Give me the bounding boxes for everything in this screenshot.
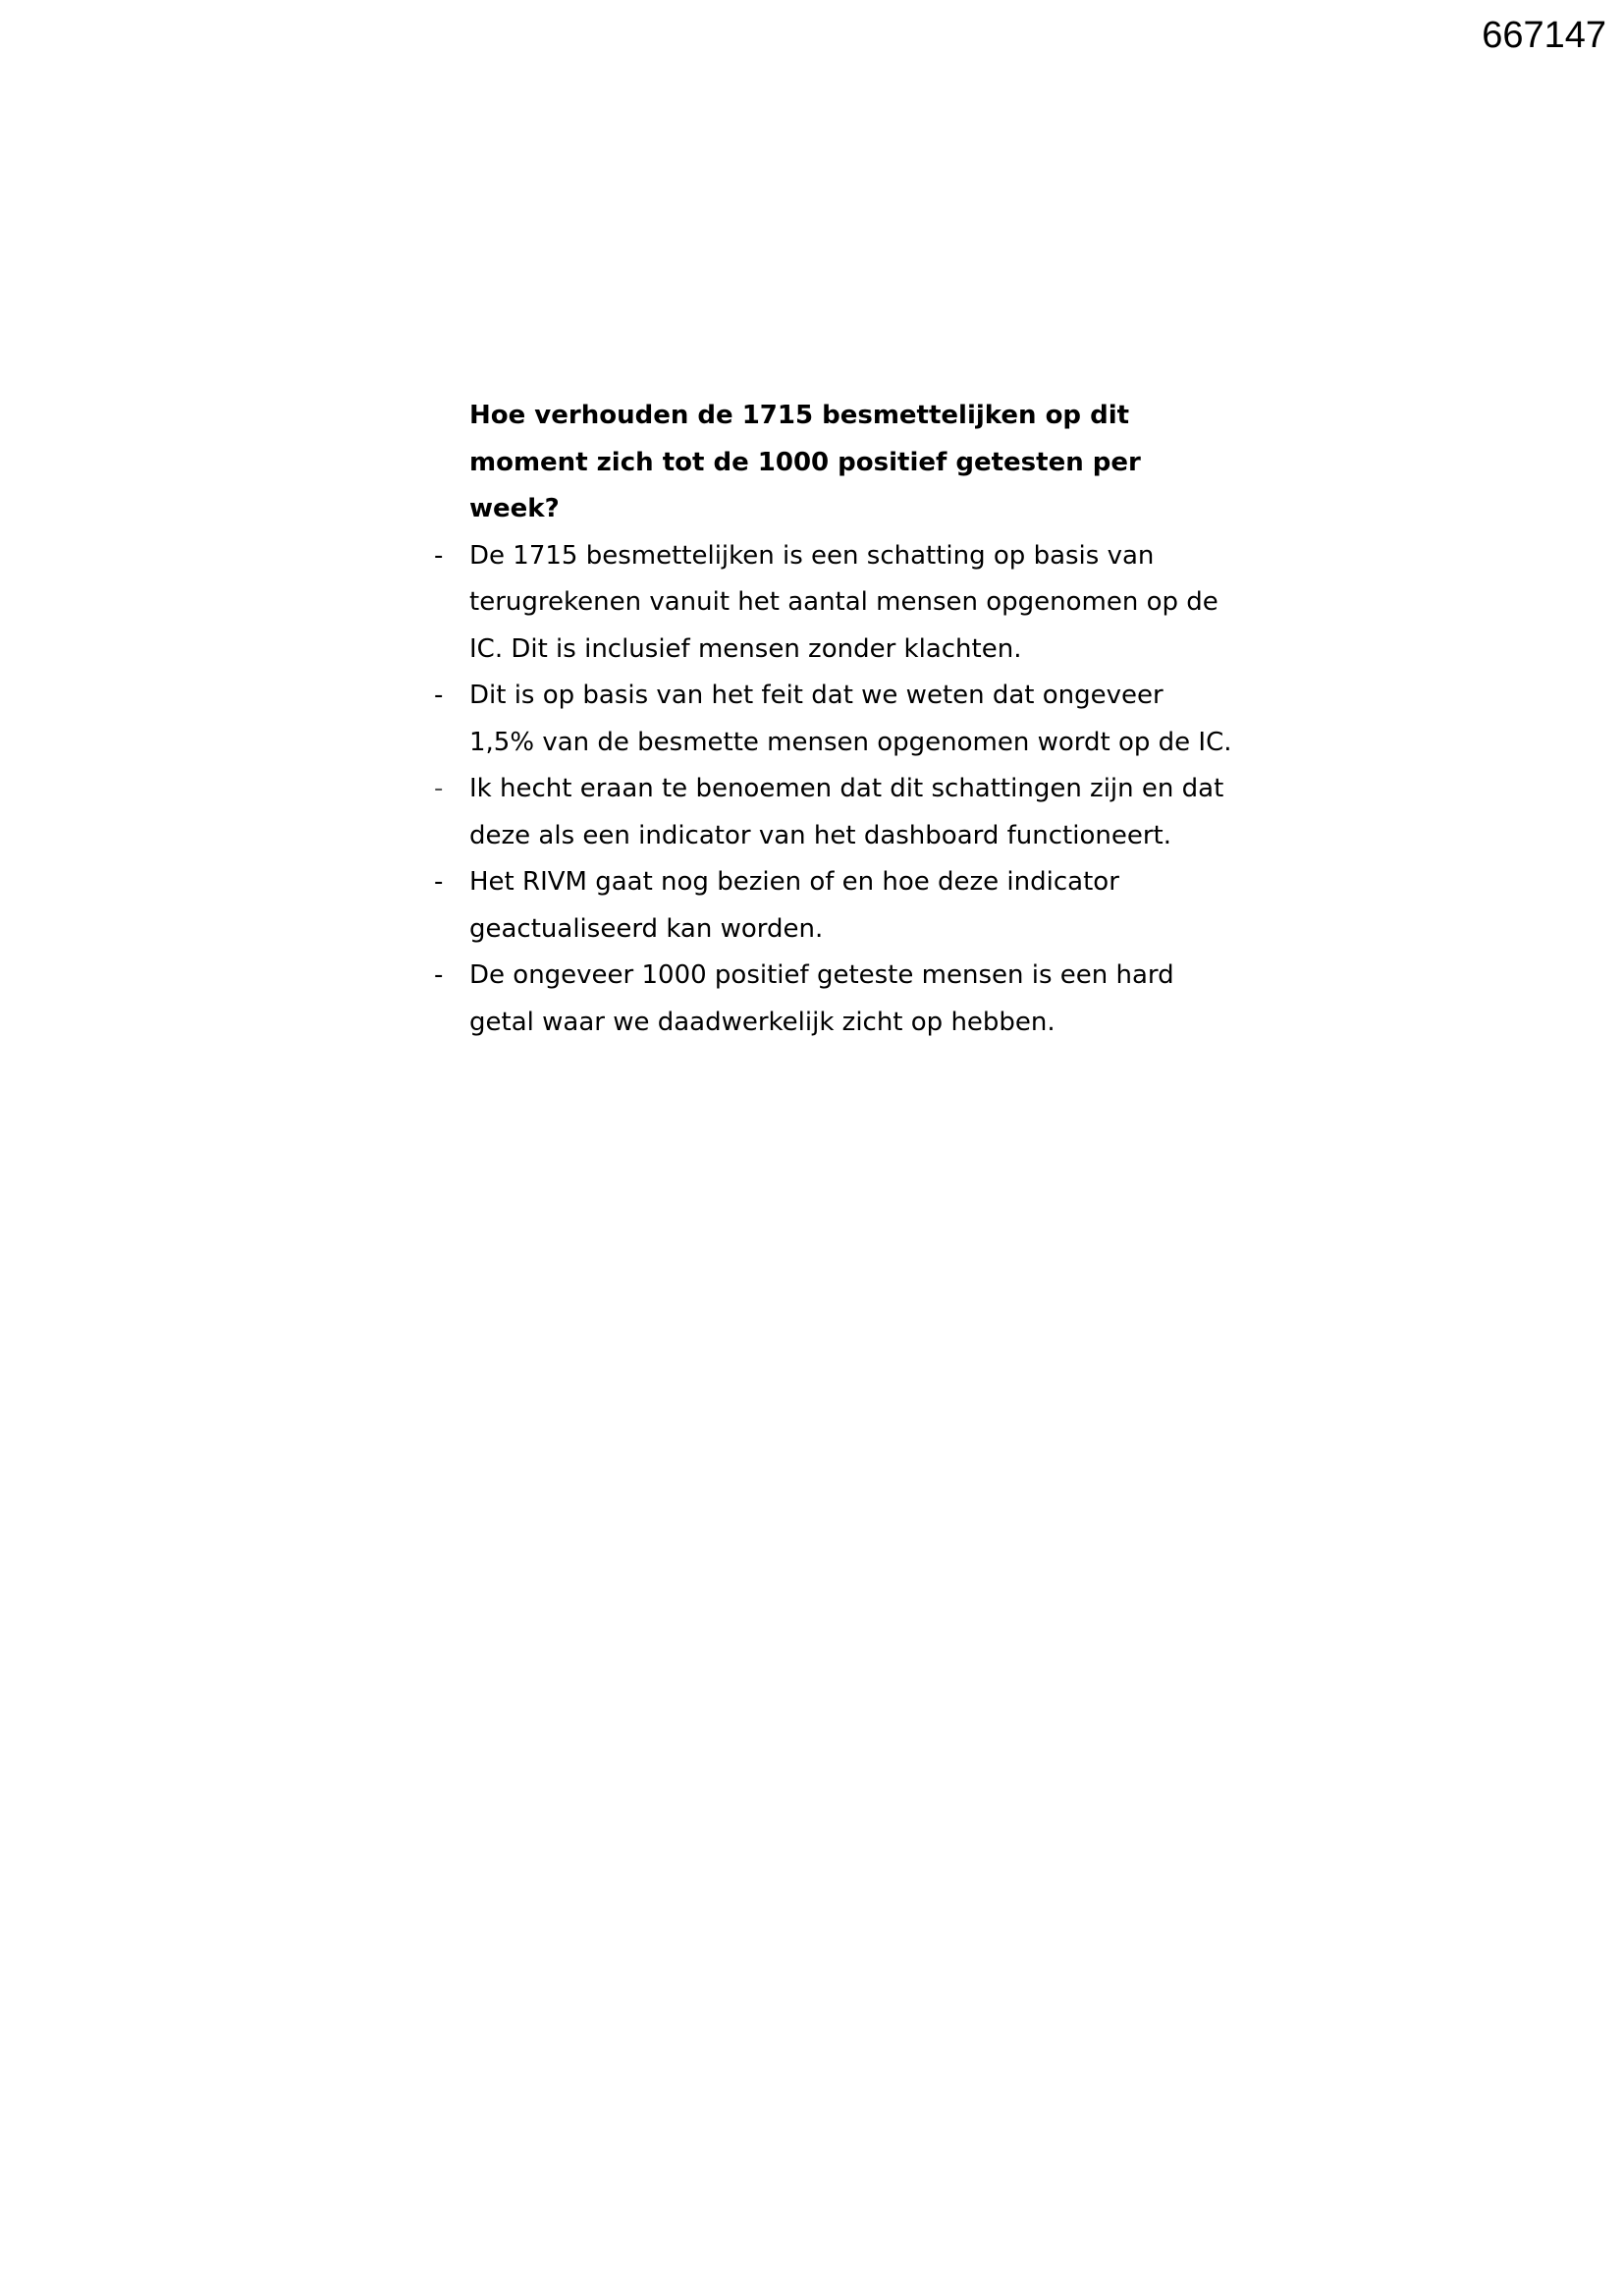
bullet-dash: - [434, 867, 444, 897]
list-item-text: Dit is op basis van het feit dat we weten dat ongeveer 1,5% van de besmette mensen opgenomen wordt op de IC. [469, 681, 1232, 757]
document-number: 667147 [1482, 15, 1606, 56]
document-body [430, 393, 1235, 1046]
bullet-dash: - [434, 774, 444, 803]
answer-list [430, 533, 1235, 1047]
list-item-text: Ik hecht eraan te benoemen dat dit schattingen zijn en dat deze als een indicator van het dashboard functioneert. [469, 774, 1224, 850]
list-item [430, 533, 1235, 674]
list-item [430, 859, 1235, 953]
question-heading: Hoe verhouden de 1715 besmettelijken op dit moment zich tot de 1000 positief getesten per week? [469, 401, 1141, 523]
bullet-dash: - [434, 540, 444, 571]
bullet-dash: - [434, 960, 444, 990]
list-item-text: De 1715 besmettelijken is een schatting op basis van terugrekenen vanuit het aantal mensen opgenomen op de IC. Dit is inclusief mensen zonder klachten. [469, 540, 1218, 664]
list-item [430, 766, 1235, 859]
list-item [430, 953, 1235, 1046]
list-item-text: Het RIVM gaat nog bezien of en hoe deze indicator geactualiseerd kan worden. [469, 867, 1119, 944]
list-item [430, 673, 1235, 766]
list-item-text: De ongeveer 1000 positief geteste mensen is een hard getal waar we daadwerkelijk zicht op hebben. [469, 960, 1174, 1037]
bullet-dash: - [434, 681, 444, 710]
